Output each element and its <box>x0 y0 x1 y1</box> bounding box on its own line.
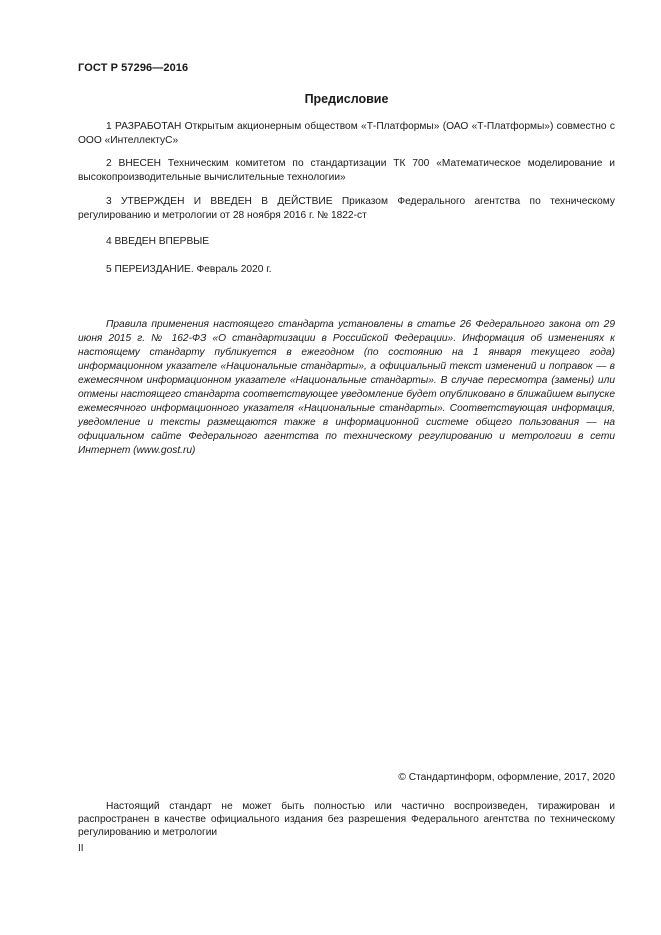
preface-item-2: 2 ВНЕСЕН Техническим комитетом по стандартизации ТК 700 «Математическое моделирование и высокопроизводительные вычислительные технологии» <box>78 158 615 183</box>
page-number: II <box>78 843 84 854</box>
preface-item-4: 4 ВВЕДЕН ВПЕРВЫЕ <box>106 236 210 247</box>
document-header-code: ГОСТ Р 57296—2016 <box>78 62 189 74</box>
page-title: Предисловие <box>304 92 389 106</box>
application-rules-note: Правила применения настоящего стандарта установлены в статье 26 Федерального закона от 29 июня 2015 г. № 162-ФЗ «О стандартизации в Российской Федерации». Информация об изменениях к настоящему стандарту публикуется в ежегодном (по состоянию на 1 января текущего года) информационном указателе «Национальные стандарты», а официальный текст изменений и поправок — в ежемесячном информационном указателе «Национальные стандарты». В случае пересмотра (замены) или отмены настоящего стандарта соответствующее уведомление будет опубликовано в ближайшем выпуске ежемесячного информационного указателя «Национальные стандарты». Соответствующая информация, уведомление и тексты размещаются также в информационной системе общего пользования — на официальном сайте Федерального агентства по техническому регулированию и метрологии в сети Интернет (www.gost.ru) <box>78 319 615 456</box>
preface-item-3: 3 УТВЕРЖДЕН И ВВЕДЕН В ДЕЙСТВИЕ Приказом Федерального агентства по техническому регулированию и метрологии от 28 ноября 2016 г. № 1822-ст <box>78 196 615 221</box>
copyright-line: © Стандартинформ, оформление, 2017, 2020 <box>398 772 615 783</box>
preface-item-5: 5 ПЕРЕИЗДАНИЕ. Февраль 2020 г. <box>106 264 272 275</box>
preface-item-1: 1 РАЗРАБОТАН Открытым акционерным обществом «Т-Платформы» (ОАО «Т-Платформы») совместно с ООО «ИнтеллектуС» <box>78 121 615 146</box>
reproduction-notice: Настоящий стандарт не может быть полностью или частично воспроизведен, тиражирован и распространен в качестве официального издания без разрешения Федерального агентства по техническому регулированию и метрологии <box>78 801 615 838</box>
